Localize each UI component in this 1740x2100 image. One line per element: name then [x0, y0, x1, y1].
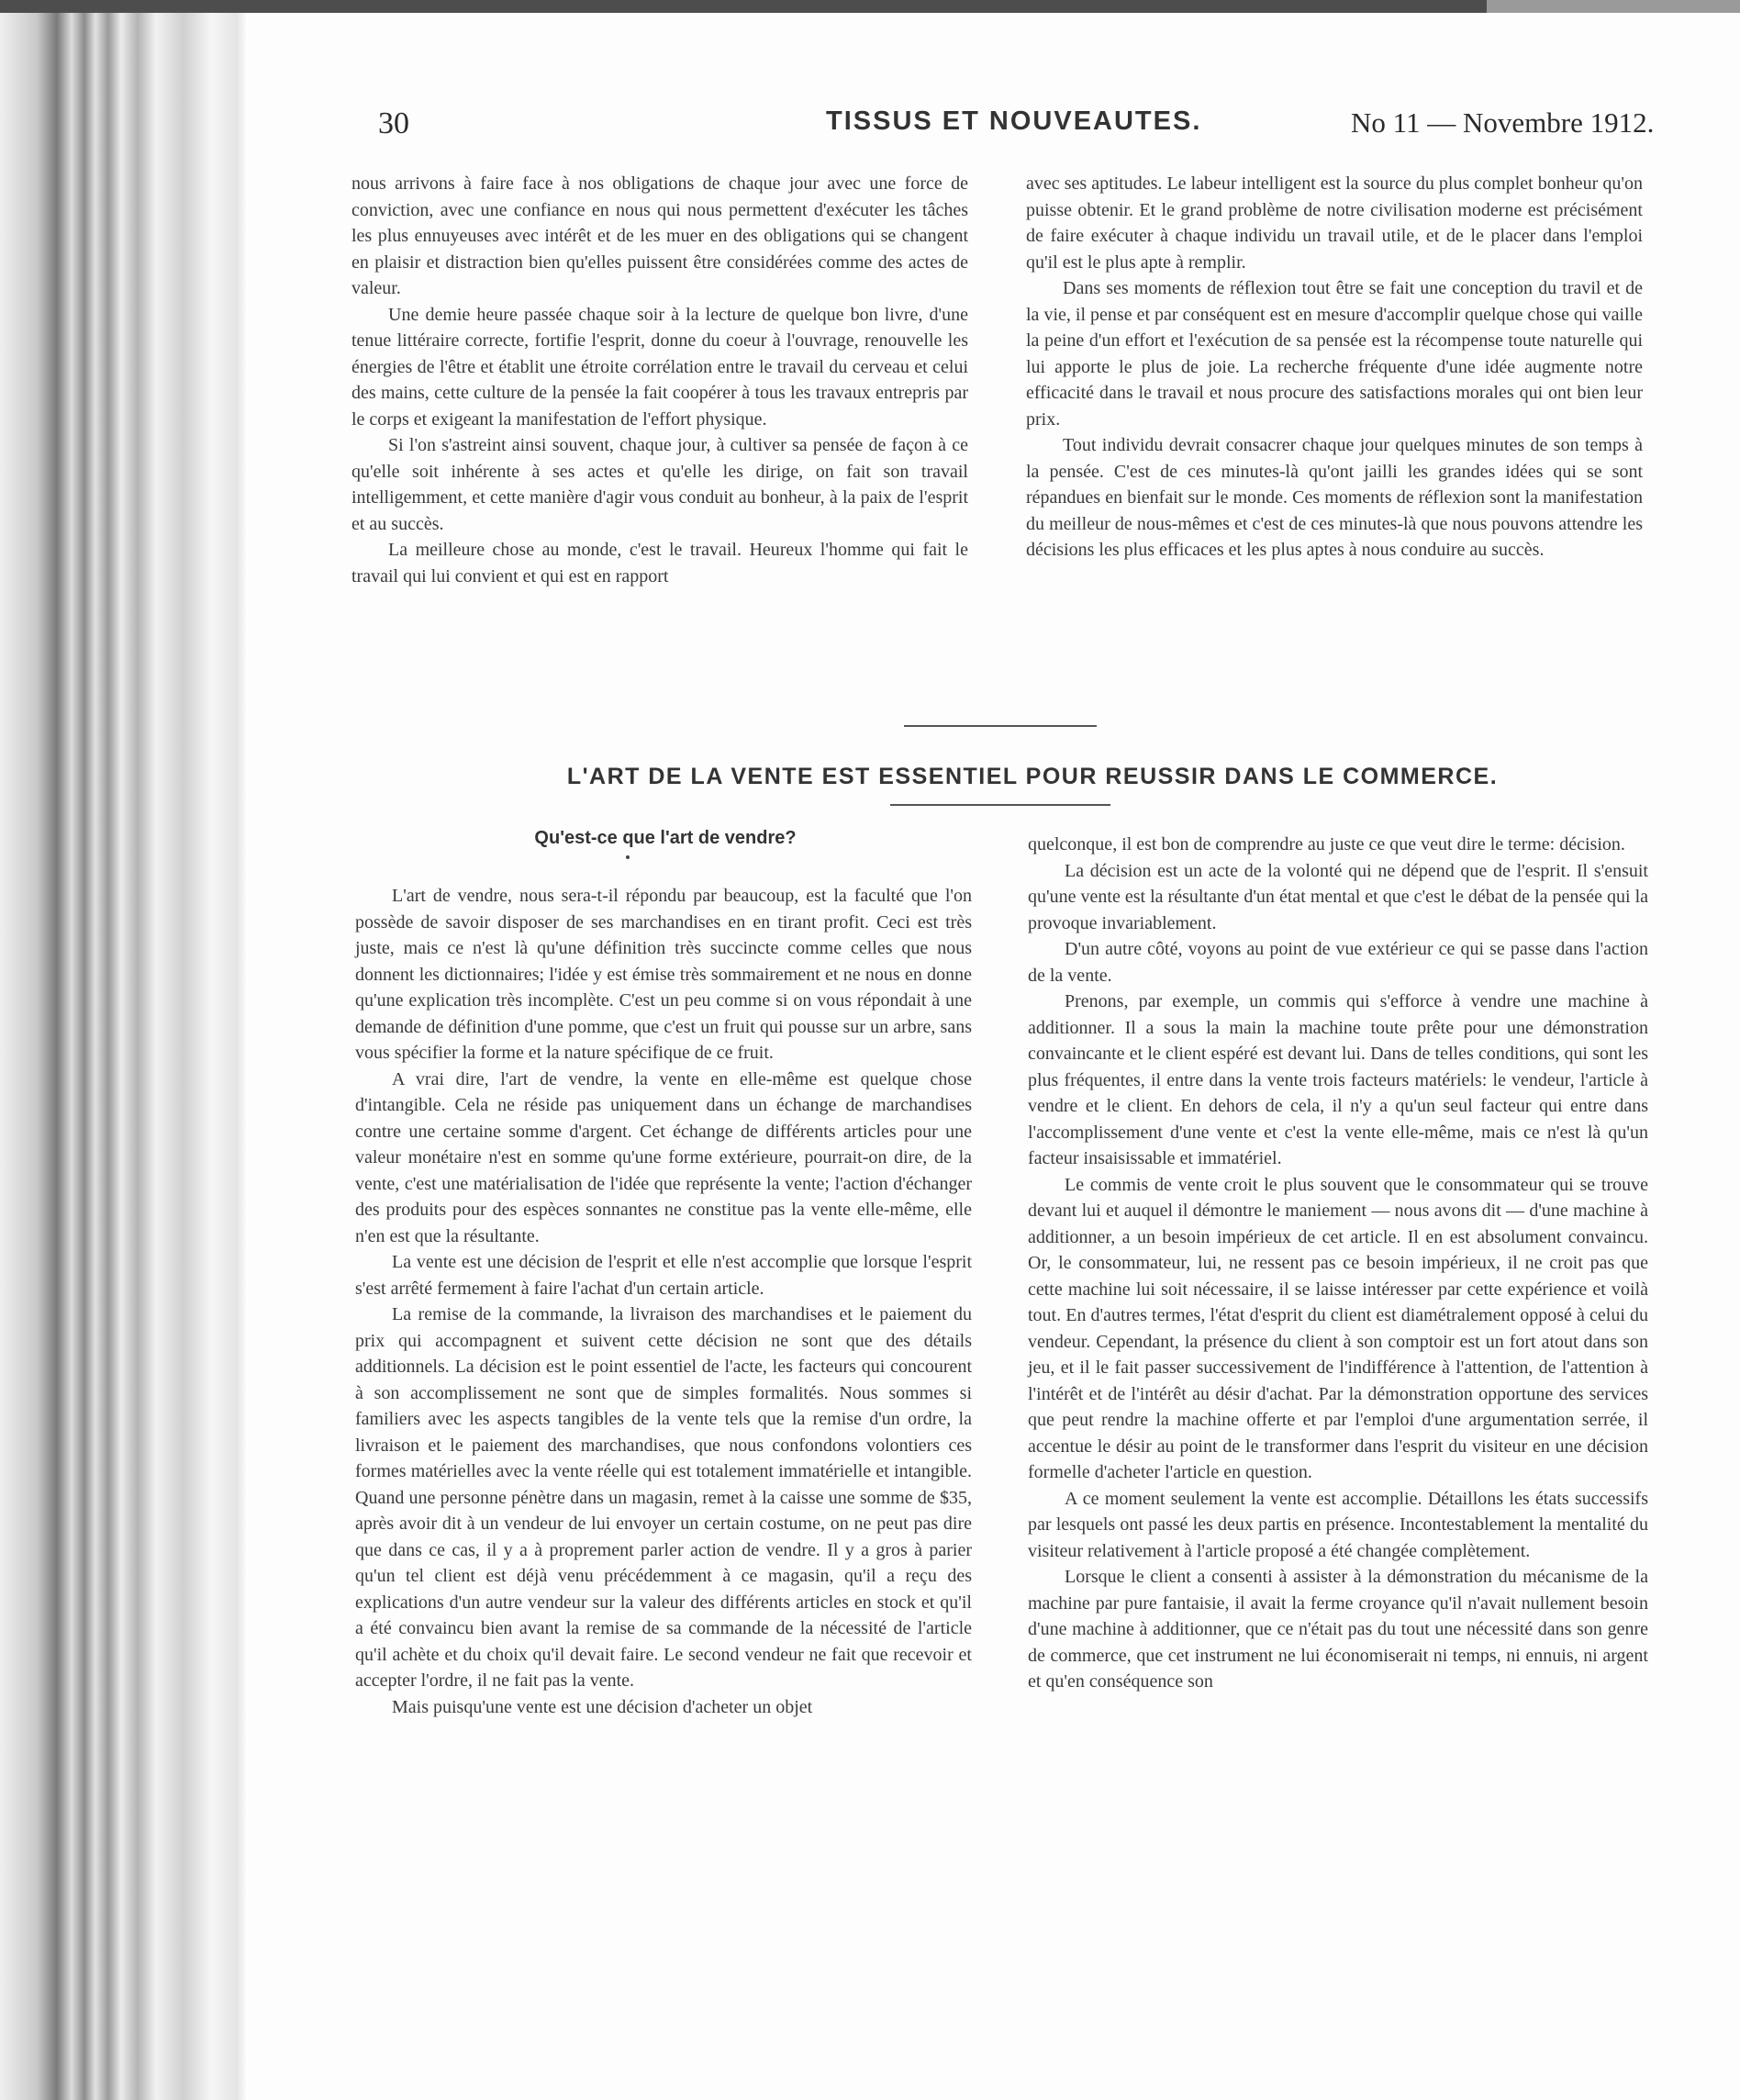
article-subhead: Qu'est-ce que l'art de vendre? [534, 828, 797, 848]
section-divider [904, 725, 1097, 727]
scan-edge-top-right [1487, 0, 1740, 13]
paragraph: quelconque, il est bon de comprendre au juste ce que veut dire le terme: décision. [1028, 834, 1625, 855]
running-title: TISSUS ET NOUVEAUTES. [826, 106, 1202, 136]
book-spine-edge [0, 13, 248, 2100]
paragraph: A vrai dire, l'art de vendre, la vente en elle-même est quelque chose d'intangible. Cela ne réside pas uniquement dans un échange de marchandises contre une certaine somme d'argent. Cet échange de différents articles pour une valeur monétaire n'est en somme qu'une forme extérieure, pourrait-on dire, de la vente, c'est une matérialisation de l'idée que représente la vente; l'action d'échanger des produits pour des espèces sonnantes ne constitue pas la vente elle-même, elle n'en est que la résultante. [355, 1068, 972, 1246]
article-headline: L'ART DE LA VENTE EST ESSENTIEL POUR REUSSIR DANS LE COMMERCE. [566, 764, 1499, 789]
paragraph: Le commis de vente croit le plus souvent que le consommateur qui se trouve devant lui et auquel il démontre le maniement — nous avons dit — d'une machine à additionner, a un besoin impérieux de cet article. Il en est absolument convaincu. Or, le consommateur, lui, ne ressent pas ce besoin impérieux, il ne croit pas que cette machine lui soit nécessaire, il se laisse intéresser par cette expérience et voilà tout. En d'autres termes, l'état d'esprit du client est diamétralement opposé à celui du vendeur. Cependant, la présence du client à son comptoir est un fort atout dans son jeu, et il le fait passer successivement de l'indifférence à l'attention, de l'attention à l'intérêt et de l'intérêt au désir d'achat. Par la démonstration opportune des services que peut rendre la machine offerte et par l'emploi d'une argumentation serrée, il accentue le désir au point de le transformer dans l'esprit du visiteur en une décision formelle d'acheter l'article en question. [1028, 1174, 1648, 1482]
paragraph: Mais puisqu'une vente est une décision d'acheter un objet [392, 1696, 813, 1717]
paragraph: Dans ses moments de réflexion tout être se fait une conception du travil et de la vie, il pense et par conséquent est en mesure d'accomplir quelque chose qui vaille la peine d'un effort et l'exécution de sa pensée est la récompense toute naturelle qui lui apporte le plus de joie. La recherche fréquente d'une idée augmente notre efficacité dans le travail et nous procure des satisfactions morales qui ont bien leur prix. [1026, 278, 1643, 430]
paragraph: L'art de vendre, nous sera-t-il répondu par beaucoup, est la faculté que l'on possède de savoir disposer de ses marchandises en en tirant profit. Ceci est très juste, mais ce n'est là qu'une définition très succincte comme celles que nous donnent les dictionnaires; l'idée y est émise très sommairement et ne nous en donne qu'une explication très incomplète. C'est un peu comme si on vous répondait à une demande de définition d'une pomme, que c'est un fruit qui pousse sur un arbre, sans vous spécifier la forme et la nature spécifique de ce fruit. [355, 886, 972, 1063]
paragraph: La meilleure chose au monde, c'est le travail. Heureux l'homme qui fait le travail qui lui convient et qui est en rapport [351, 540, 968, 586]
issue-date: No 11 — Novembre 1912. [1351, 106, 1655, 139]
paragraph: La remise de la commande, la livraison des marchandises et le paiement du prix qui accompagnent et suivent cette décision ne sont que des détails additionnels. La décision est le point essentiel de l'acte, les facteurs qui concourent à son accomplissement ne sont que de simples formalités. Nous sommes si familiers avec les aspects tangibles de la vente tels que la remise d'un ordre, la livraison et le paiement des marchandises, que nous confondons volontiers ces formes matérielles avec la vente réelle qui est totalement immatérielle et intangible. Quand une personne pénètre dans un magasin, remet à la caisse une somme de $35, après avoir dit à un vendeur de lui envoyer un certain costume, on ne peut pas dire que dans ce cas, il y a à proprement parler action de vendre. Il y a gros à parier qu'un tel client est déjà venu précédemment à ce magasin, qu'il a reçu des explications d'un autre vendeur sur la valeur des différents articles en stock et qu'il a été convaincu bien avant la remise de sa commande de la nécessité de l'article qu'il achète et du choix qu'il devait faire. Le second vendeur ne fait que recevoir et accepter l'ordre, il ne fait pas la vente. [355, 1304, 972, 1691]
paragraph: A ce moment seulement la vente est accomplie. Détaillons les états successifs par lesquels ont passé les deux partis en présence. Incontestablement la mentalité du visiteur relativement à l'article proposé a été changée complètement. [1028, 1488, 1648, 1561]
paragraph: La vente est une décision de l'esprit et elle n'est accomplie que lorsque l'esprit s'est arrêté fermement à faire l'achat d'un certain article. [355, 1252, 972, 1299]
paragraph: Si l'on s'astreint ainsi souvent, chaque jour, à cultiver sa pensée de façon à ce qu'elle soit inhérente à ses actes et qu'elle les dirige, on fait son travail intelligemment, et cette manière d'agir vous conduit au bonheur, à la paix de l'esprit et au succès. [351, 435, 968, 534]
paragraph: Une demie heure passée chaque soir à la lecture de quelque bon livre, d'une tenue littéraire correcte, fortifie l'esprit, donne du coeur à l'ouvrage, renouvelle les énergies de l'être et établit une étroite corrélation entre le travail du cerveau et celui des mains, cette culture de la pensée la fait coopérer à tous les travaux entrepris par le corps et exigeant la manifestation de l'effort physique. [351, 304, 968, 430]
paragraph: Lorsque le client a consenti à assister à la démonstration du mécanisme de la machine par pure fantaisie, il avait la ferme croyance qu'il n'avait nullement besoin d'une machine à additionner, que ce n'était pas du tout une nécessité dans son genre de commerce, que cet instrument ne lui économiserait ni temps, ni ennuis, ni argent et qu'en conséquence son [1028, 1567, 1648, 1692]
paragraph: D'un autre côté, voyons au point de vue extérieur ce qui se passe dans l'action de la vente. [1028, 939, 1648, 986]
paragraph: avec ses aptitudes. Le labeur intelligent est la source du plus complet bonheur qu'on puisse obtenir. Et le grand problème de notre civilisation moderne est précisément de faire exécuter à chaque individu un travail utile, et de le placer dans l'emploi qu'il est le plus apte à remplir. [1026, 173, 1643, 273]
page-number: 30 [378, 106, 409, 140]
headline-underline [890, 804, 1110, 806]
article1-left-column [351, 171, 968, 589]
subhead-ornament [626, 855, 630, 859]
paragraph: Tout individu devrait consacrer chaque jour quelques minutes de son temps à la pensée. C'est de ces minutes-là qu'ont jailli les grandes idées qui se sont répandues en bienfait sur le monde. Ces moments de réflexion sont la manifestation du meilleur de nous-mêmes et c'est de ces minutes-là que nous pouvons attendre les décisions les plus efficaces et les plus aptes à nous conduire au succès. [1026, 435, 1643, 560]
paragraph: La décision est un acte de la volonté qui ne dépend que de l'esprit. Il s'ensuit qu'une vente est la résultante d'un état mental et que c'est le débat de la pensée qui la provoque invariablement. [1028, 860, 1648, 933]
paragraph: Prenons, par exemple, un commis qui s'efforce à vendre une machine à additionner. Il a sous la main la machine toute prête pour une démonstration convaincante et le client espéré est devant lui. Dans de telles conditions, qui sont les plus fréquentes, il entre dans la vente trois facteurs matériels: le vendeur, l'article à vendre et le client. En dehors de cela, il n'y a qu'un seul facteur qui entre dans l'accomplissement d'une vente et c'est la vente elle-même, mais ce n'est là qu'un facteur insaisissable et immatériel. [1028, 991, 1648, 1168]
article2-right-column [1028, 832, 1648, 1695]
paragraph: nous arrivons à faire face à nos obligations de chaque jour avec une force de conviction, avec une confiance en nous qui nous permettent d'exécuter les tâches les plus ennuyeuses avec intérêt et de les muer en des obligations qui se changent en plaisir et distraction bien qu'elles puissent être considérées comme des actes de valeur. [351, 173, 968, 298]
scan-edge-top [0, 0, 1487, 13]
article1-right-column [1026, 171, 1643, 564]
article2-left-column [355, 883, 972, 1720]
